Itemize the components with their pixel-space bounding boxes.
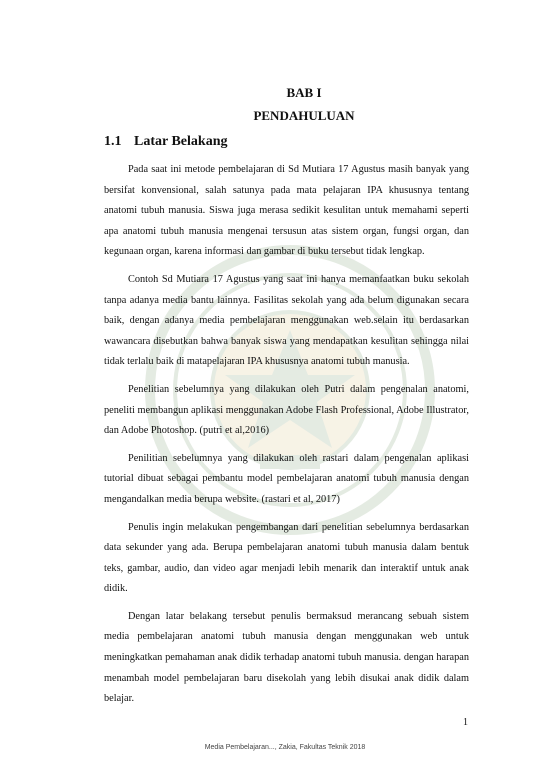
paragraph: Contoh Sd Mutiara 17 Agustus yang saat ini hanya memanfaatkan buku sekolah tanpa adanya media bantu lainnya. Fasilitas sekolah yang ada belum digunakan secara baik, dengan adanya media pembelajaran menggunakan web.selain itu berdasarkan wawancara disebutkan bahwa banyak siswa yang mendapatkan kesulitan sehingga nilai tidak terlalu baik di matapelajaran IPA khususnya anatomi tubuh manusia.: [104, 273, 469, 368]
chapter-number: BAB I: [286, 85, 322, 100]
chapter-title: PENDAHULUAN: [253, 108, 355, 123]
section-heading: [104, 134, 227, 150]
paragraph: Penulis ingin melakukan pengembangan dari penelitian sebelumnya berdasarkan data sekunder yang ada. Berupa pembelajaran anatomi tubuh manusia dalam bentuk teks, gambar, audio, dan video agar menjadi lebih menarik dan interaktif untuk anak didik.: [104, 521, 469, 595]
section-title: Latar Belakang: [134, 134, 228, 149]
page-footer: Media Pembelajaran..., Zakia, Fakultas Teknik 2018: [204, 744, 366, 751]
paragraph: Dengan latar belakang tersebut penulis bermaksud merancang sebuah sistem media pembelajaran anatomi tubuh manusia dengan menggunakan web untuk meningkatkan pemahaman anak didik terhadap anatomi tubuh manusia. dengan harapan menambah model pembelajaran baru disekolah yang lebih disukai anak didik dalam belajar.: [104, 610, 469, 705]
section-number: 1.1: [104, 134, 122, 149]
paragraph: Penilitian sebelumnya yang dilakukan oleh rastari dalam pengenalan aplikasi tutorial dibuat sebagai pembantu model pembelajaran anatomi tubuh manusia dengan mengandalkan media berupa website. (rastari et al, 2017): [104, 452, 469, 505]
body-text: [104, 160, 469, 717]
paragraph: Pada saat ini metode pembelajaran di Sd Mutiara 17 Agustus masih banyak yang bersifat konvensional, salah satunya pada mata pelajaran IPA khususnya tentang anatomi tubuh manusia. Siswa juga merasa sedikit kesulitan untuk memahami seperti apa anatomi tubuh manusia mengenai tersusun atas sistem organ, fungsi organ, dan kegunaan organ, karena informasi dan gambar di buku tersebut tidak lengkap.: [104, 164, 469, 258]
paragraph: Penelitian sebelumnya yang dilakukan oleh Putri dalam pengenalan anatomi, peneliti membangun aplikasi menggunakan Adobe Flash Professional, Adobe Illustrator, dan Adobe Photoshop. (putri et al,2016): [104, 383, 469, 437]
page-number: 1: [463, 717, 468, 728]
